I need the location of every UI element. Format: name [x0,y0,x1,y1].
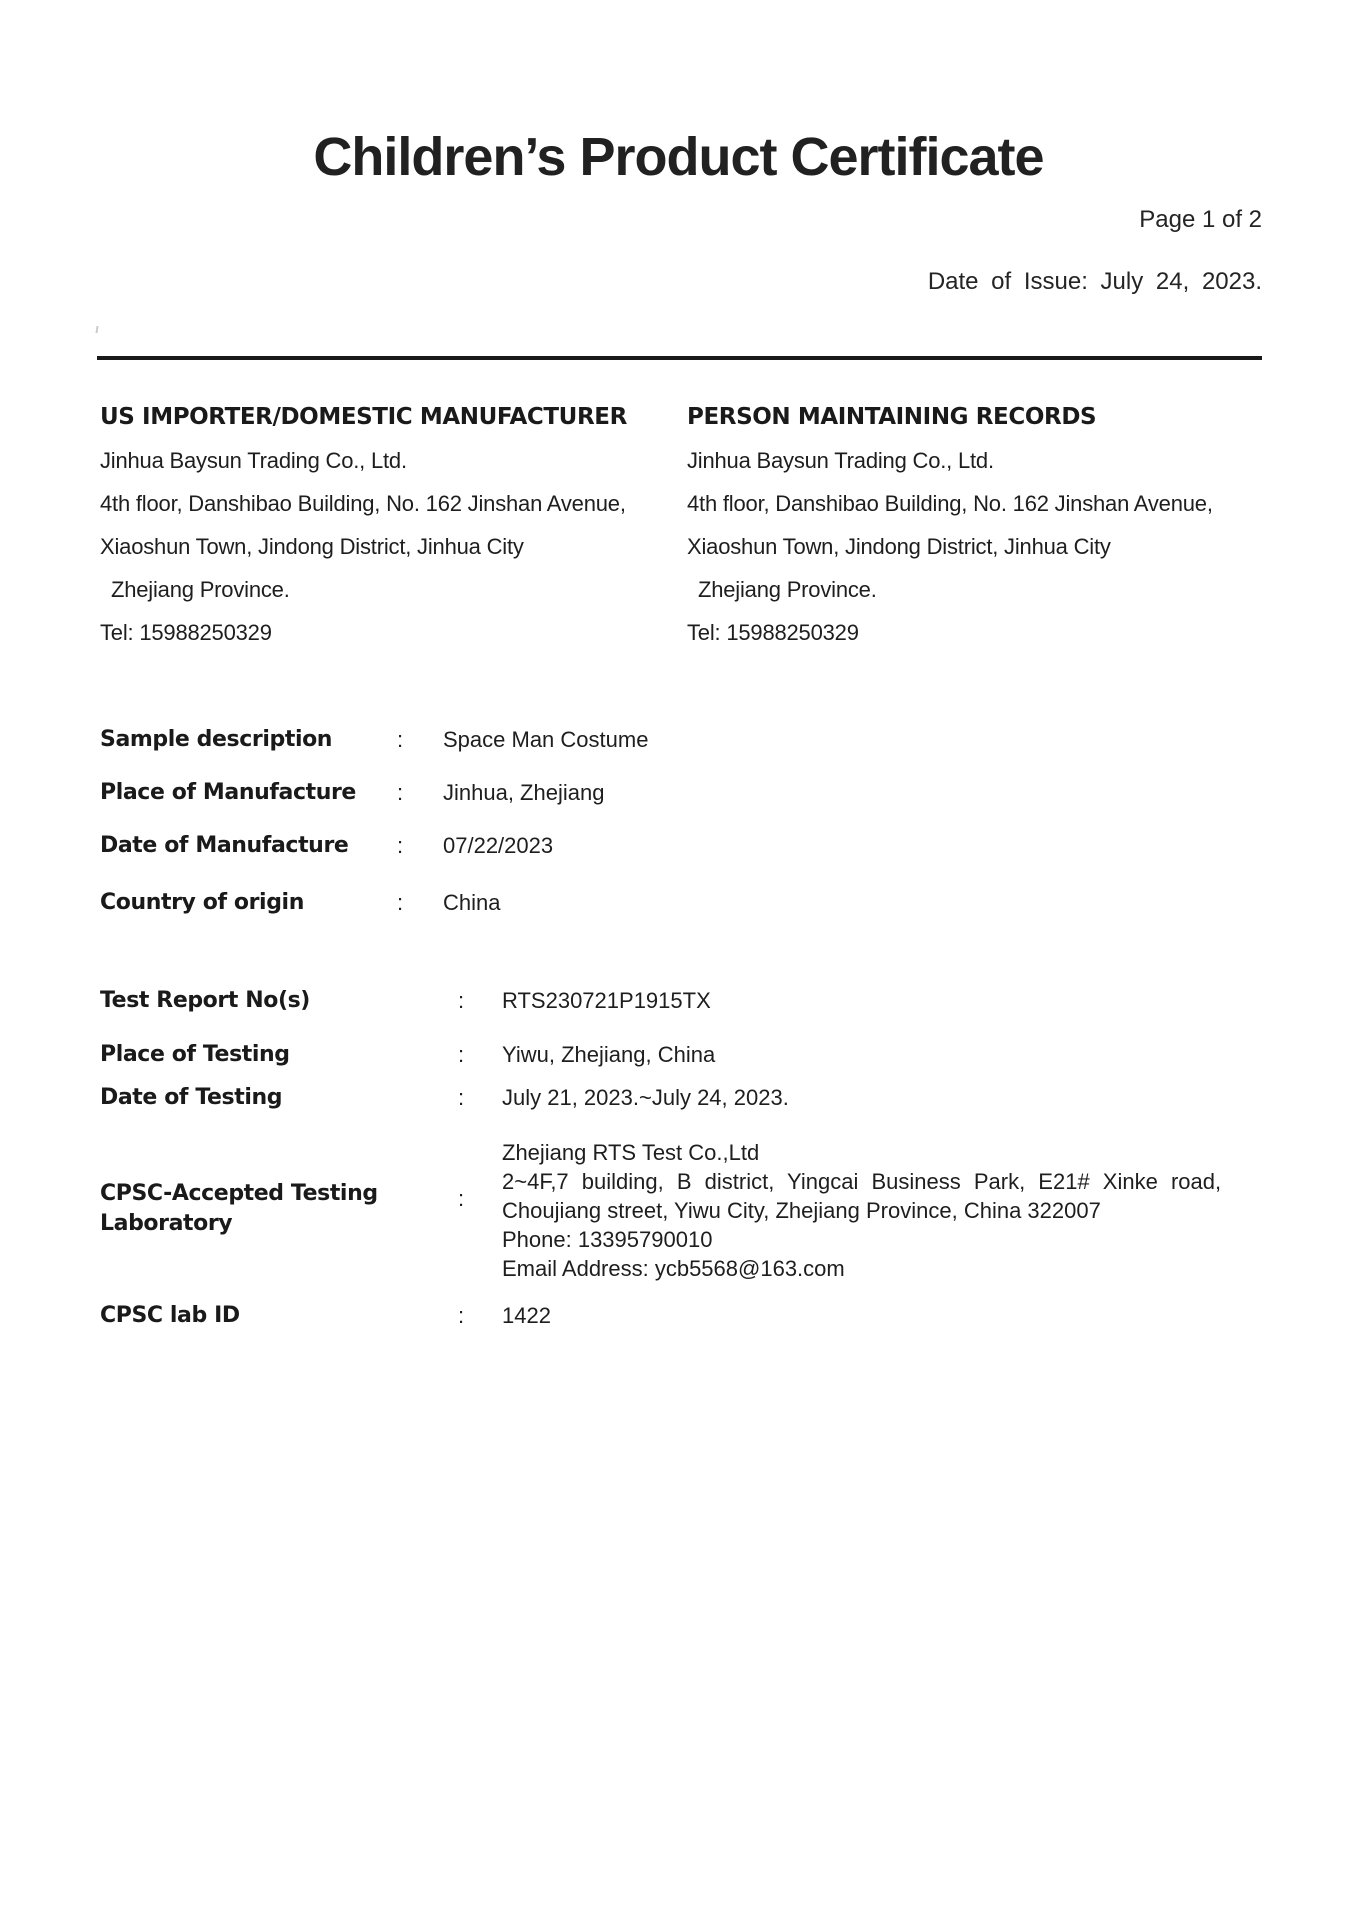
field-row-sample-description [0,727,1357,754]
lab-address-line-1: 2~4F,7 building, B district, Yingcai Business Park, E21# Xinke road, [502,1169,1222,1194]
field-label: Sample description [100,727,333,752]
field-label: Date of Testing [100,1085,283,1110]
lab-phone: Phone: 13395790010 [502,1227,713,1252]
field-row-date-of-testing [0,1085,1357,1112]
records-address-line-2: Xiaoshun Town, Jindong District, Jinhua City [687,534,1111,559]
lab-details [502,1138,1267,1283]
header-divider [97,356,1262,360]
date-of-issue: Date of Issue: July 24, 2023. [927,268,1262,295]
field-colon: : [458,1303,465,1328]
field-colon: : [458,1085,465,1110]
importer-address-line-3: Zhejiang Province. [111,577,290,602]
field-colon: : [397,727,404,752]
field-value: July 21, 2023.~July 24, 2023. [502,1085,789,1110]
field-colon: : [397,780,404,805]
field-value: 1422 [502,1303,551,1328]
field-value: China [443,890,501,915]
records-address-line-1: 4th floor, Danshibao Building, No. 162 Jinshan Avenue, [687,491,1213,516]
records-company: Jinhua Baysun Trading Co., Ltd. [687,448,994,473]
importer-address-line-1: 4th floor, Danshibao Building, No. 162 Jinshan Avenue, [100,491,626,516]
field-colon: : [397,890,404,915]
lab-label-line-2: Laboratory [100,1211,233,1236]
lab-company: Zhejiang RTS Test Co.,Ltd [502,1140,760,1165]
lab-email: Email Address: ycb5568@163.com [502,1256,845,1281]
field-colon: : [458,1042,465,1067]
field-value: 07/22/2023 [443,833,554,858]
field-value: Jinhua, Zhejiang [443,780,605,805]
field-row-place-of-manufacture [0,780,1357,807]
importer-phone: Tel: 15988250329 [100,620,272,645]
field-row-cpsc-lab-id [0,1303,1357,1330]
field-row-test-report-no [0,988,1357,1015]
page-indicator: Page 1 of 2 [1139,206,1262,233]
field-label: Test Report No(s) [100,988,310,1013]
field-row-country-of-origin [0,890,1357,917]
records-heading: PERSON MAINTAINING RECORDS [687,404,1097,430]
field-label: Date of Manufacture [100,833,349,858]
field-row-place-of-testing [0,1042,1357,1069]
records-section [687,396,1267,654]
records-address-line-3: Zhejiang Province. [698,577,877,602]
importer-company: Jinhua Baysun Trading Co., Ltd. [100,448,407,473]
importer-address-line-2: Xiaoshun Town, Jindong District, Jinhua City [100,534,524,559]
field-value: Space Man Costume [443,727,649,752]
field-value: Yiwu, Zhejiang, China [502,1042,716,1067]
field-row-date-of-manufacture [0,833,1357,860]
page-title: Children’s Product Certificate [313,127,1044,187]
field-colon: : [458,1186,465,1211]
lab-label [100,1179,378,1239]
field-label: Country of origin [100,890,304,915]
field-value: RTS230721P1915TX [502,988,711,1013]
lab-label-line-1: CPSC-Accepted Testing [100,1181,378,1206]
records-phone: Tel: 15988250329 [687,620,859,645]
scan-artifact-mark [96,326,99,333]
field-colon: : [397,833,404,858]
lab-address-line-2: Choujiang street, Yiwu City, Zhejiang Province, China 322007 [502,1198,1101,1223]
field-label: Place of Manufacture [100,780,356,805]
field-label: CPSC lab ID [100,1303,240,1328]
field-colon: : [458,988,465,1013]
importer-heading: US IMPORTER/DOMESTIC MANUFACTURER [100,404,627,430]
importer-section [100,396,680,654]
field-label: Place of Testing [100,1042,290,1067]
